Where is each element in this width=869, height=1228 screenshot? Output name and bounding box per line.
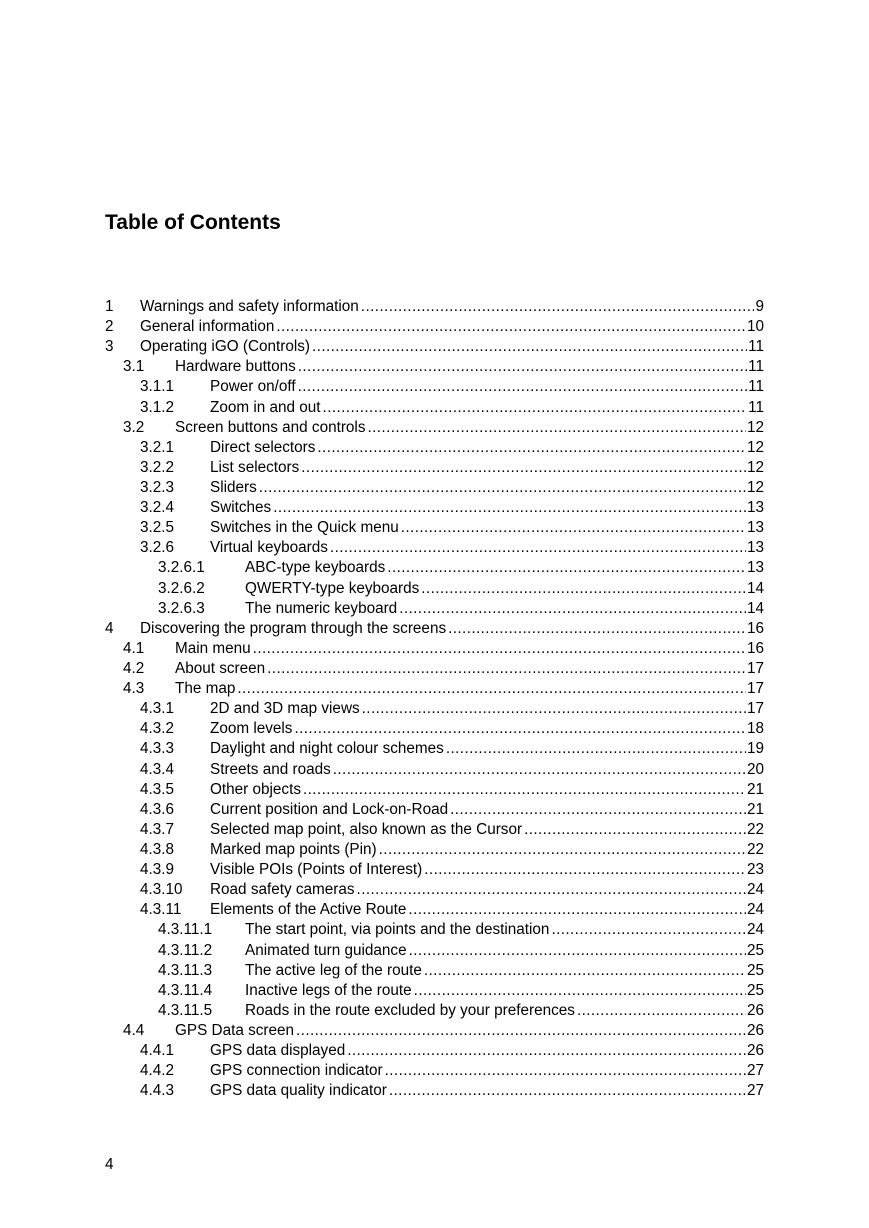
toc-entry[interactable] [105,1021,764,1041]
toc-entry-page: 9 [755,298,764,315]
toc-entry[interactable] [105,599,764,619]
toc-entry-title: The active leg of the route [245,961,422,979]
toc-dot-leader [446,739,746,759]
toc-dot-leader [385,1061,746,1081]
toc-entry-number: 3.2.6.2 [158,579,205,597]
toc-entry[interactable] [105,498,764,518]
toc-entry-number: 4 [105,619,114,637]
toc-entry-title: Marked map points (Pin) [210,840,377,858]
toc-entry-page: 24 [746,881,764,899]
toc-entry-page: 13 [746,499,764,517]
toc-dot-leader [401,518,746,538]
toc-entry-number: 3.2.3 [140,478,175,496]
toc-entry-page: 26 [746,1021,764,1039]
toc-entry[interactable] [105,377,764,397]
toc-entry-page: 11 [748,398,764,416]
toc-entry-title: Main menu [175,639,251,657]
toc-entry-title: Direct selectors [210,438,316,456]
page-title: Table of Contents [105,211,281,234]
toc-dot-leader [424,860,746,880]
toc-entry-title: List selectors [210,458,300,476]
toc-entry-title: 2D and 3D map views [210,700,360,718]
toc-entry-page: 19 [746,740,764,758]
toc-entry-number: 4.3.10 [140,881,183,899]
toc-entry-page: 22 [746,820,764,838]
toc-dot-leader [301,458,746,478]
toc-entry-title: Operating iGO (Controls) [140,338,311,356]
toc-dot-leader [253,639,746,659]
toc-entry-page: 12 [746,438,764,456]
toc-entry[interactable] [105,619,764,639]
toc-entry[interactable] [105,699,764,719]
toc-entry-page: 13 [746,539,764,557]
toc-entry[interactable] [105,458,764,478]
toc-entry-number: 4.3.6 [140,800,175,818]
toc-entry[interactable] [105,418,764,438]
toc-entry-page: 17 [746,659,764,677]
toc-entry-title: Elements of the Active Route [210,901,407,919]
toc-entry-page: 14 [746,599,764,617]
toc-entry-title: GPS connection indicator [210,1062,383,1080]
toc-dot-leader [347,1041,746,1061]
toc-dot-leader [323,398,748,418]
toc-dot-leader [577,1001,746,1021]
toc-entry-number: 4.3.2 [140,720,175,738]
toc-entry-number: 4.4 [123,1021,145,1039]
toc-entry-number: 4.3.4 [140,760,175,778]
toc-entry[interactable] [105,860,764,880]
toc-entry-number: 4.3.9 [140,861,175,879]
toc-entry-number: 4.1 [123,639,145,657]
toc-entry-page: 25 [746,941,764,959]
toc-entry-title: Screen buttons and controls [175,418,366,436]
toc-entry-number: 4.4.3 [140,1082,175,1100]
toc-entry[interactable] [105,1041,764,1061]
toc-dot-leader [357,880,746,900]
toc-dot-leader [524,820,746,840]
toc-entry-title: The numeric keyboard [245,599,398,617]
toc-entry[interactable] [105,760,764,780]
toc-entry-title: Daylight and night colour schemes [210,740,444,758]
toc-entry-page: 23 [746,861,764,879]
toc-entry[interactable] [105,920,764,940]
toc-dot-leader [387,558,746,578]
toc-entry-title: GPS Data screen [175,1021,295,1039]
toc-entry-number: 3.2.5 [140,519,175,537]
toc-entry-number: 4.3.5 [140,780,175,798]
toc-entry[interactable] [105,880,764,900]
toc-entry[interactable] [105,438,764,458]
toc-entry[interactable] [105,800,764,820]
toc-entry-page: 22 [746,840,764,858]
toc-entry[interactable] [105,659,764,679]
toc-entry-number: 3.2.6.1 [158,559,205,577]
page-number: 4 [105,1156,114,1173]
toc-dot-leader [267,659,746,679]
toc-entry-number: 1 [105,298,114,315]
toc-entry-title: GPS data quality indicator [210,1082,387,1100]
toc-entry-title: ABC-type keyboards [245,559,386,577]
toc-entry-page: 27 [746,1082,764,1100]
toc-entry-title: About screen [175,659,266,677]
toc-entry[interactable] [105,579,764,599]
toc-entry[interactable] [105,780,764,800]
toc-dot-leader [450,800,746,820]
toc-entry[interactable] [105,518,764,538]
toc-entry-page: 12 [746,478,764,496]
toc-entry-page: 16 [746,619,764,637]
toc-entry-number: 3 [105,338,114,356]
toc-entry-number: 3.1.2 [140,398,175,416]
toc-entry-page: 11 [748,358,764,376]
toc-entry-number: 4.3.11.2 [158,941,213,959]
toc-entry-page: 12 [746,418,764,436]
toc-dot-leader [408,900,746,920]
toc-entry-page: 25 [746,961,764,979]
toc-entry-page: 21 [746,800,764,818]
toc-entry-title: The start point, via points and the destination [245,921,550,939]
toc-entry-number: 3.1.1 [140,378,175,396]
toc-entry-number: 3.1 [123,358,145,376]
table-of-contents [105,297,764,1101]
toc-entry-number: 4.3.1 [140,700,175,718]
toc-entry-page: 25 [746,981,764,999]
toc-entry[interactable] [105,900,764,920]
toc-entry-page: 11 [748,338,764,356]
toc-entry-number: 4.3.7 [140,820,175,838]
toc-dot-leader [361,297,755,317]
toc-entry[interactable] [105,1061,764,1081]
toc-entry-number: 4.3 [123,680,145,698]
toc-entry-title: Other objects [210,780,301,798]
toc-entry-page: 26 [746,1001,764,1019]
toc-entry[interactable] [105,1081,764,1101]
toc-dot-leader [421,579,746,599]
toc-entry-page: 10 [746,318,764,336]
toc-entry[interactable] [105,719,764,739]
toc-entry-title: Road safety cameras [210,881,355,899]
toc-entry-title: General information [140,318,275,336]
toc-entry-number: 4.3.11.5 [158,1001,213,1019]
toc-entry-page: 17 [746,680,764,698]
toc-entry-number: 3.2 [123,418,145,436]
toc-entry-number: 4.4.2 [140,1062,175,1080]
toc-dot-leader [273,498,746,518]
toc-entry-title: Hardware buttons [175,358,296,376]
toc-entry-page: 24 [746,921,764,939]
toc-entry-page: 16 [746,639,764,657]
toc-entry-number: 3.2.6 [140,539,175,557]
toc-dot-leader [330,538,746,558]
toc-dot-leader [259,478,746,498]
toc-entry[interactable] [105,317,764,337]
toc-dot-leader [389,1081,746,1101]
toc-dot-leader [551,920,746,940]
toc-dot-leader [237,679,746,699]
toc-entry-page: 21 [746,780,764,798]
toc-entry-title: Virtual keyboards [210,539,328,557]
toc-dot-leader [312,337,747,357]
toc-entry-number: 3.2.4 [140,499,175,517]
toc-entry[interactable] [105,639,764,659]
toc-entry[interactable] [105,357,764,377]
toc-entry-page: 17 [746,700,764,718]
toc-entry-title: GPS data displayed [210,1042,346,1060]
toc-dot-leader [296,1021,746,1041]
toc-entry-title: Selected map point, also known as the Cursor [210,820,523,838]
toc-entry-title: Current position and Lock-on-Road [210,800,449,818]
toc-entry[interactable] [105,840,764,860]
toc-entry-title: Roads in the route excluded by your preferences [245,1001,575,1019]
toc-entry-title: QWERTY-type keyboards [245,579,420,597]
toc-entry-title: Switches [210,499,272,517]
toc-entry-number: 3.2.2 [140,458,175,476]
toc-entry[interactable] [105,1001,764,1021]
toc-dot-leader [414,981,746,1001]
toc-entry-page: 26 [746,1042,764,1060]
toc-entry[interactable] [105,941,764,961]
toc-dot-leader [298,377,748,397]
toc-dot-leader [379,840,746,860]
toc-entry-number: 4.3.3 [140,740,175,758]
toc-entry[interactable] [105,820,764,840]
toc-dot-leader [399,599,746,619]
toc-dot-leader [317,438,746,458]
toc-dot-leader [333,760,746,780]
toc-dot-leader [362,699,746,719]
toc-dot-leader [424,961,746,981]
toc-entry[interactable] [105,538,764,558]
toc-entry-title: Sliders [210,478,257,496]
toc-entry-page: 14 [746,579,764,597]
toc-dot-leader [409,941,746,961]
toc-dot-leader [448,619,746,639]
toc-entry-number: 4.3.11.1 [158,921,213,939]
toc-entry-title: Visible POIs (Points of Interest) [210,861,423,879]
toc-entry-page: 12 [746,458,764,476]
toc-entry-number: 4.4.1 [140,1042,175,1060]
toc-entry-number: 2 [105,318,114,336]
toc-entry-number: 3.2.1 [140,438,175,456]
toc-entry-title: Zoom in and out [210,398,321,416]
toc-entry-title: Power on/off [210,378,296,396]
toc-entry[interactable] [105,961,764,981]
toc-entry-title: Streets and roads [210,760,331,778]
toc-entry-title: Discovering the program through the screens [140,619,447,637]
toc-entry-number: 4.2 [123,659,145,677]
toc-dot-leader [276,317,746,337]
toc-entry-page: 20 [746,760,764,778]
toc-entry-title: Switches in the Quick menu [210,519,399,537]
toc-entry-page: 27 [746,1062,764,1080]
toc-entry-page: 13 [746,559,764,577]
toc-entry[interactable] [105,739,764,759]
toc-entry-page: 11 [748,378,764,396]
toc-entry[interactable] [105,337,764,357]
toc-entry[interactable] [105,981,764,1001]
toc-entry-number: 4.3.11.3 [158,961,213,979]
toc-entry[interactable] [105,558,764,578]
toc-entry-page: 24 [746,901,764,919]
toc-entry[interactable] [105,297,764,317]
toc-dot-leader [298,357,747,377]
toc-entry-number: 4.3.8 [140,840,175,858]
toc-entry[interactable] [105,679,764,699]
toc-entry-page: 13 [746,519,764,537]
toc-entry-title: Inactive legs of the route [245,981,412,999]
toc-dot-leader [303,780,746,800]
toc-dot-leader [367,418,746,438]
toc-entry-number: 4.3.11.4 [158,981,213,999]
toc-entry-title: Zoom levels [210,720,293,738]
toc-entry[interactable] [105,478,764,498]
toc-entry-title: Animated turn guidance [245,941,407,959]
toc-entry-title: Warnings and safety information [140,298,359,315]
toc-entry-page: 18 [746,720,764,738]
toc-entry-title: The map [175,680,236,698]
toc-dot-leader [294,719,746,739]
toc-entry-number: 4.3.11 [140,901,182,919]
toc-entry-number: 3.2.6.3 [158,599,205,617]
toc-entry[interactable] [105,398,764,418]
